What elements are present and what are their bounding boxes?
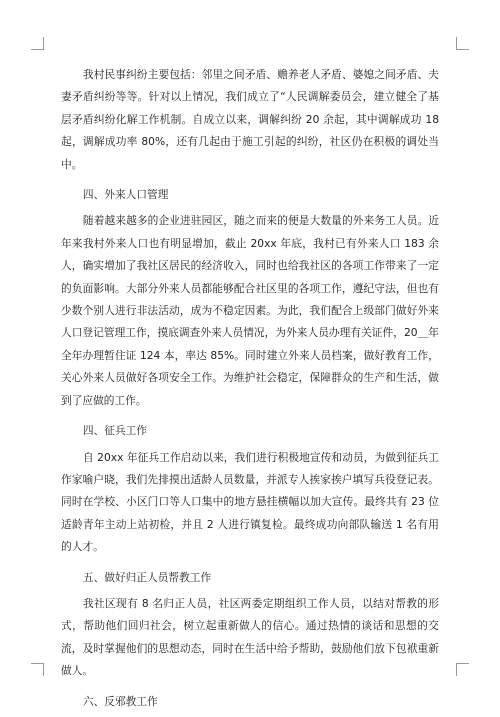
heading-anti-cult: 六、反邪教工作 [82,694,158,708]
paragraph-disputes: 我村民事纠纷主要包括：邻里之间矛盾、赡养老人矛盾、婆媳之间矛盾、夫妻矛盾纠纷等等。针对以上情况，我们成立了“人民调解委员会，建立健全了基层矛盾纠纷化解工作机制。自成立以来，调解纠纷 20 余起，其中调解成功 18 起，调解成功率 80%，还有几起由于施工引起的纠纷，社区仍在积极的调处当中。 [61,68,439,171]
crop-mark-bottom-left [31,663,44,676]
paragraph-rehabilitation: 我社区现有 8 名归正人员，社区两委定期组织工作人员，以结对帮教的形式，帮助他们回归社会，树立起重新做人的信心。通过热情的谈话和思想的交流，及时掌握他们的思想动态，同时在生活中给予帮助，鼓励他们放下包袱重新做人。 [61,596,439,678]
paragraph-migrant-management: 随着越来越多的企业进驻园区，随之而来的便是大数量的外来务工人员。近年来我村外来人口也有明显增加，截止 20xx 年底，我村已有外来人口 183 余人，确实增加了我社区居民的经济收入，同时也给我社区的各项工作带来了一定的负面影响。大部分外来人员都能够配合社区里的各项工作，遵纪守法，但也有少数个别人进行非法活动，成为不稳定因素。为此，我们配合上级部门做好外来人口登记管理工作，摸底调查外来人员情况，为外来人员办理有关证件，20＿年全年办理暂住证 124 本，率达 85%。同时建立外来人员档案，做好教育工作，关心外来人员做好各项安全工作。为维护社会稳定，保障群众的生产和生活，做到了应做的工作。 [61,214,439,407]
document-body [61,64,439,717]
heading-migrant-management: 四、外来人口管理 [82,188,169,202]
heading-rehabilitation: 五、做好归正人员帮教工作 [82,570,212,584]
paragraph-conscription: 自 20xx 年征兵工作启动以来，我们进行积极地宣传和动员，为做到征兵工作家喻户晓，我们先排摸出适龄人员数量，并派专人挨家挨户填写兵役登记表。同时在学校、小区门口等人口集中的地方悬挂横幅以加大宣传。最终共有 23 位适龄青年主动上站初检，并且 2 人进行镇复检。最终成功向部队输送 1 名有用的人才。 [61,450,439,554]
crop-mark-bottom-right [456,663,469,676]
heading-conscription: 四、征兵工作 [82,424,148,438]
crop-mark-top-left [31,37,44,50]
crop-mark-top-right [456,37,469,50]
